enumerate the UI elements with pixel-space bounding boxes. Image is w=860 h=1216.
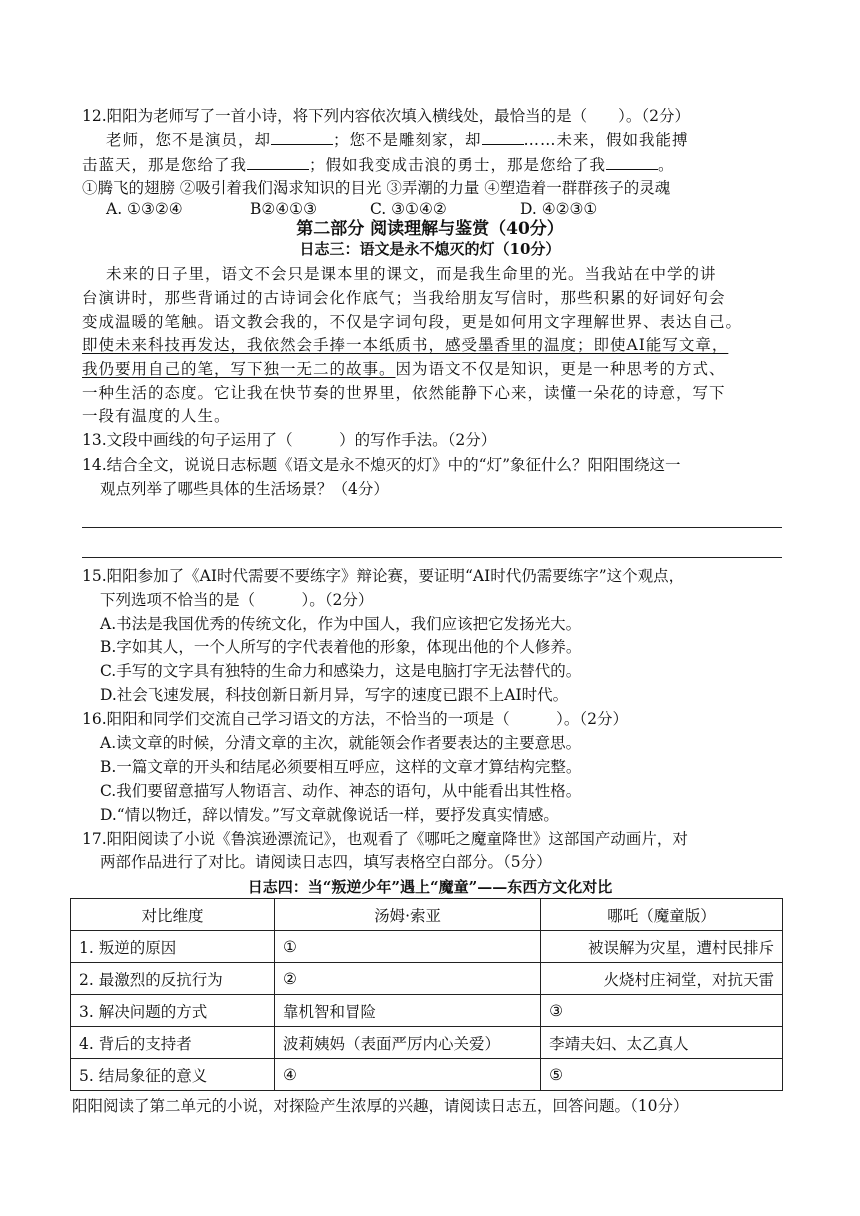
table-row xyxy=(71,931,783,963)
table-cell: 波莉姨妈（表面严厉内心关爱） xyxy=(275,1027,541,1059)
passage-underlined-text: 我仍要用自己的笔，写下独一无二的故事。 xyxy=(82,360,396,378)
q16-option-b[interactable]: B.一篇文章的开头和结尾必须要相互呼应，这样的文章才算结构完整。 xyxy=(100,758,582,776)
q16-stem: 16.阳阳和同学们交流自己学习语文的方法，不恰当的一项是（ ）。（2分） xyxy=(82,710,629,728)
passage-line xyxy=(82,359,726,379)
part2-title: 第二部分 阅读理解与鉴赏（40分） xyxy=(296,219,564,239)
q15-stem: 下列选项不恰当的是（ ）。（2分） xyxy=(100,591,374,609)
table-header: 汤姆·索亚 xyxy=(275,899,541,931)
table-answer-cell[interactable]: ⑤ xyxy=(541,1059,783,1091)
q15-option-d[interactable]: D.社会飞速发展，科技创新日新月异，写字的速度已跟不上AI时代。 xyxy=(100,686,569,704)
answer-blank[interactable] xyxy=(247,155,309,170)
q12-option-b[interactable]: B②④①③ xyxy=(250,200,317,218)
passage-line: 一段有温度的人生。 xyxy=(82,407,231,425)
table-cell: 火烧村庄祠堂，对抗天雷 xyxy=(541,963,783,995)
passage-underlined-line: 即使未来科技再发达，我依然会手捧一本纸质书，感受墨香里的温度；即使AI能写文章， xyxy=(82,336,729,354)
passage-text: 因为语文不仅是知识，更是一种思考的方式、 xyxy=(395,360,726,378)
q14-stem: 观点列举了哪些具体的生活场景？（4分） xyxy=(100,480,389,498)
log3-title: 日志三：语文是永不熄灭的灯（10分） xyxy=(299,240,561,258)
q16-option-d[interactable]: D.“情以物迁，辞以情发。”写文章就像说话一样，要抒发真实情感。 xyxy=(100,806,559,824)
passage-line: 台演讲时，那些背诵过的古诗词会化作底气；当我给朋友写信时，那些积累的好词好句会 xyxy=(82,289,726,307)
answer-blank[interactable] xyxy=(271,130,333,145)
q12-poem-line2 xyxy=(82,155,675,175)
poem-text: ；您不是雕刻家，却 xyxy=(333,131,482,149)
answer-line[interactable] xyxy=(82,557,782,558)
q15-option-c[interactable]: C.手写的文字具有独特的生命力和感染力，这是电脑打字无法替代的。 xyxy=(100,662,582,680)
q15-option-b[interactable]: B.字如其人，一个人所写的字代表着他的形象，体现出他的个人修养。 xyxy=(100,638,582,656)
table-header-row xyxy=(71,899,783,931)
table-answer-cell[interactable]: ④ xyxy=(275,1059,541,1091)
table-answer-cell[interactable]: ① xyxy=(275,931,541,963)
q14-stem: 14.结合全文，说说日志标题《语文是永不熄灭的灯》中的“灯”象征什么？阳阳围绕这一 xyxy=(82,456,681,474)
answer-line[interactable] xyxy=(82,527,782,528)
log4-title: 日志四：当“叛逆少年”遇上“魔童”——东西方文化对比 xyxy=(247,878,613,896)
q13-stem: 13.文段中画线的句子运用了（ ）的写作手法。（2分） xyxy=(82,431,497,449)
q12-option-a[interactable]: A. ①③②④ xyxy=(106,200,183,218)
table-row xyxy=(71,963,783,995)
comparison-table xyxy=(70,898,783,1091)
passage-line: 未来的日子里，语文不会只是课本里的课文，而是我生命里的光。当我站在中学的讲 xyxy=(106,265,717,283)
table-answer-cell[interactable]: ③ xyxy=(541,995,783,1027)
answer-blank[interactable] xyxy=(482,130,524,145)
q12-option-d[interactable]: D. ④②③① xyxy=(520,200,598,218)
poem-text: 击蓝天，那是您给了我 xyxy=(82,156,248,174)
log5-instruction: 阳阳阅读了第二单元的小说，对探险产生浓厚的兴趣，请阅读日志五，回答问题。（10分） xyxy=(72,1097,689,1115)
table-cell: 2. 最激烈的反抗行为 xyxy=(71,963,275,995)
q16-option-c[interactable]: C.我们要留意描写人物语言、动作、神态的语句，从中能看出其性格。 xyxy=(100,782,582,800)
q12-stem: 12.阳阳为老师写了一首小诗，将下列内容依次填入横线处，最恰当的是（ ）。（2分） xyxy=(82,107,691,125)
q15-stem: 15.阳阳参加了《AI时代需要不要练字》辩论赛，要证明“AI时代仍需要练字”这个观点， xyxy=(82,567,685,585)
q12-items: ①腾飞的翅膀 ②吸引着我们渴求知识的目光 ③弄潮的力量 ④塑造着一群群孩子的灵魂 xyxy=(82,179,671,197)
table-cell: 1. 叛逆的原因 xyxy=(71,931,275,963)
answer-blank[interactable] xyxy=(606,155,658,170)
table-cell: 5. 结局象征的意义 xyxy=(71,1059,275,1091)
table-header: 对比维度 xyxy=(71,899,275,931)
passage-line: 变成温暖的笔触。语文教会我的，不仅是字词句段，更是如何用文字理解世界、表达自己。 xyxy=(82,313,743,331)
table-row xyxy=(71,1027,783,1059)
table-cell: 3. 解决问题的方式 xyxy=(71,995,275,1027)
table-cell: 靠机智和冒险 xyxy=(275,995,541,1027)
table-row xyxy=(71,995,783,1027)
table-cell: 被误解为灾星，遭村民排斥 xyxy=(541,931,783,963)
poem-text: ；假如我变成击浪的勇士，那是您给了我 xyxy=(309,156,607,174)
table-row xyxy=(71,1059,783,1091)
q15-option-a[interactable]: A.书法是我国优秀的传统文化，作为中国人，我们应该把它发扬光大。 xyxy=(100,615,582,633)
q16-option-a[interactable]: A.读文章的时候，分清文章的主次，就能领会作者要表达的主要意思。 xyxy=(100,734,582,752)
q17-stem: 两部作品进行了对比。请阅读日志四，填写表格空白部分。（5分） xyxy=(100,853,552,871)
table-cell: 4. 背后的支持者 xyxy=(71,1027,275,1059)
table-cell: 李靖夫妇、太乙真人 xyxy=(541,1027,783,1059)
poem-text: ……未来，假如我能搏 xyxy=(523,131,689,149)
table-header: 哪吒（魔童版） xyxy=(541,899,783,931)
table-answer-cell[interactable]: ② xyxy=(275,963,541,995)
q17-stem: 17.阳阳阅读了小说《鲁滨逊漂流记》，也观看了《哪吒之魔童降世》这部国产动画片，对 xyxy=(82,830,688,848)
q12-option-c[interactable]: C. ③①④② xyxy=(370,200,447,218)
passage-line: 一种生活的态度。它让我在快节奏的世界里，依然能静下心来，读懂一朵花的诗意，写下 xyxy=(82,384,726,402)
poem-text: 。 xyxy=(658,156,675,174)
q12-poem-line1 xyxy=(106,130,689,150)
poem-text: 老师，您不是演员，却 xyxy=(106,131,272,149)
